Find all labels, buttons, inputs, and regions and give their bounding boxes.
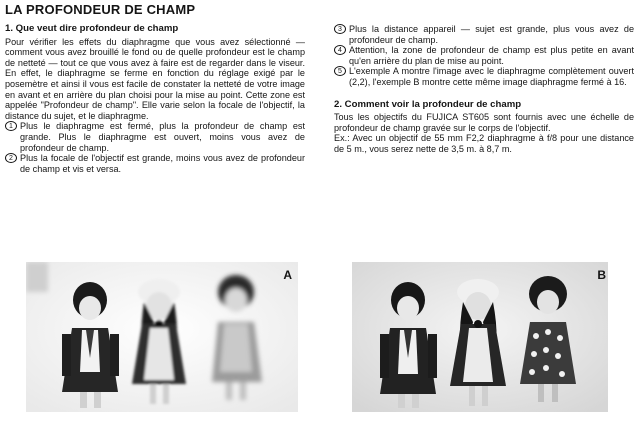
list-number-2: 2 — [5, 153, 17, 163]
list-item-3 — [334, 24, 634, 45]
list-number-5: 5 — [334, 66, 346, 76]
list-number-1: 1 — [5, 121, 17, 131]
section1-list-right — [334, 24, 634, 88]
list-item-2 — [5, 153, 305, 174]
photo-b — [352, 262, 608, 412]
section2-example: Ex.: Avec un objectif de 55 mm F2,2 diaphragme à f/8 pour une distance de 5 m., vous serez nette de 3,5 m. à 8,7 m. — [334, 133, 634, 154]
list-text-2: Plus la focale de l'objectif est grande, moins vous avez de profondeur de champ et vis et versa. — [20, 153, 305, 174]
list-item-4 — [334, 45, 634, 66]
list-text-3: Plus la distance appareil — sujet est grande, plus vous avez de profondeur de champ. — [349, 24, 634, 45]
list-text-5: L'exemple A montre l'image avec le diaphragme complètement ouvert (2,2), l'exemple B montre cette même image diaphragme fermé à 16. — [349, 66, 634, 87]
list-item-1 — [5, 121, 305, 153]
right-column — [334, 24, 634, 155]
photo-a-label: A — [283, 268, 292, 282]
photo-a — [26, 262, 298, 412]
photo-a-image — [26, 262, 298, 412]
section2-paragraph: Tous les objectifs du FUJICA ST605 sont fournis avec une échelle de profondeur de champ gravée sur le corps de l'objectif. — [334, 112, 634, 133]
section1-paragraph: Pour vérifier les effets du diaphragme que vous avez sélectionné — comment vous avez brouillé le fond ou de quelle profondeur est le champ de netteté — tout ce que vous avez à faire est de regarder dans le viseur. En effet, le diaphragme se ferme en fonction du réglage exigé par le posemètre et ainsi il vous est facile de constater la netteté de votre image en avant et en arrière du plan choisi pour la mise au point. Cette zone est appelée "Profondeur de champ". Elle varie selon la focale de l'objectif, la distance du sujet, et le diaphragme. — [5, 36, 305, 121]
list-text-1: Plus le diaphragme est fermé, plus la profondeur de champ est grande. Plus le diaphragme est ouvert, moins vous avez de profondeur de champ. — [20, 121, 305, 153]
list-text-4: Attention, la zone de profondeur de champ est plus petite en avant qu'en arrière du plan de mise au point. — [349, 45, 634, 66]
section1-list-left — [5, 121, 305, 174]
page-title: LA PROFONDEUR DE CHAMP — [5, 2, 196, 17]
section1-heading: 1. Que veut dire profondeur de champ — [5, 23, 179, 34]
list-number-3: 3 — [334, 24, 346, 34]
photo-b-label: B — [597, 268, 606, 282]
section2-heading: 2. Comment voir la profondeur de champ — [334, 98, 522, 110]
left-column — [5, 24, 305, 174]
photo-b-image — [352, 262, 608, 412]
list-item-5 — [334, 66, 634, 87]
list-number-4: 4 — [334, 45, 346, 55]
